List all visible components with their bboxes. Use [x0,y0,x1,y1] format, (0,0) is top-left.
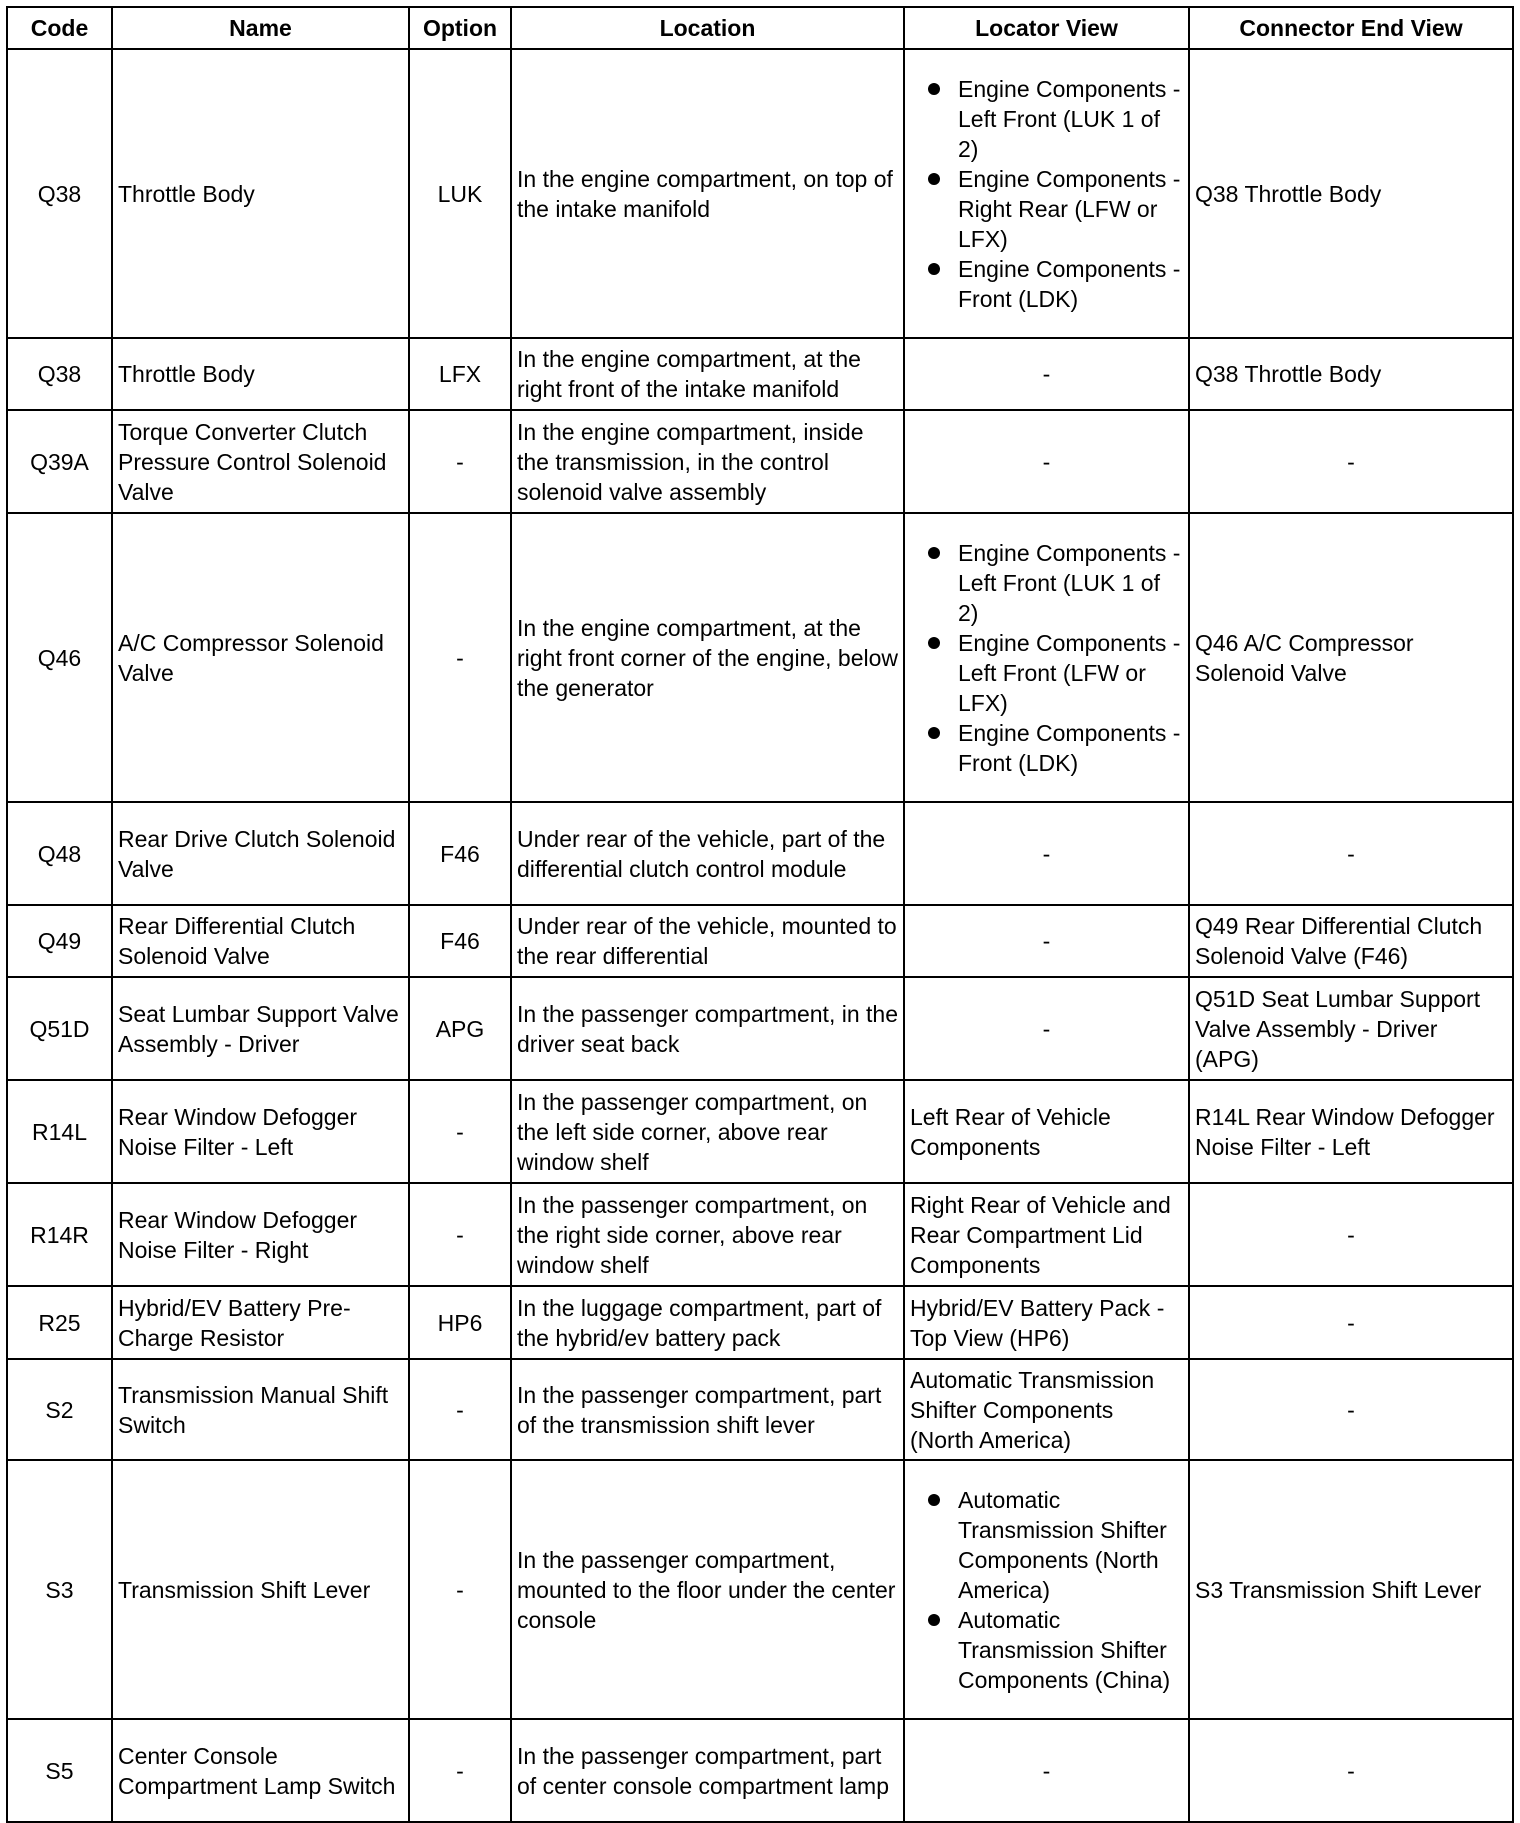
cell-location: In the engine compartment, at the right front of the intake manifold [511,338,904,410]
cell-locator-view [904,513,1189,802]
cell-locator-view: Left Rear of Vehicle Components [904,1080,1189,1183]
cell-name: A/C Compressor Solenoid Valve [112,513,409,802]
header-option: Option [409,7,511,49]
locator-text: Automatic Transmission Shifter Components (China) [958,1606,1171,1693]
locator-list [910,538,1183,778]
locator-text: Engine Components - Right Rear (LFW or LFX) [958,165,1181,252]
table-row [7,1719,1513,1822]
header-name: Name [112,7,409,49]
cell-code: Q48 [7,802,112,905]
locator-item [910,1485,1183,1605]
cell-location: In the engine compartment, inside the transmission, in the control solenoid valve assembly [511,410,904,513]
header-location: Location [511,7,904,49]
locator-list [910,74,1183,314]
bullet-icon [928,1614,940,1626]
cell-locator-view: Right Rear of Vehicle and Rear Compartment Lid Components [904,1183,1189,1286]
table-row [7,1183,1513,1286]
cell-code: S2 [7,1359,112,1460]
cell-location: In the passenger compartment, part of the transmission shift lever [511,1359,904,1460]
cell-connector-end-view: - [1189,1286,1513,1359]
table-row [7,1286,1513,1359]
cell-name: Throttle Body [112,338,409,410]
locator-item [910,1605,1183,1695]
bullet-icon [928,83,940,95]
cell-locator-view: - [904,905,1189,977]
table-row [7,905,1513,977]
cell-locator-view: Hybrid/EV Battery Pack - Top View (HP6) [904,1286,1189,1359]
cell-connector-end-view: S3 Transmission Shift Lever [1189,1460,1513,1719]
cell-code: Q46 [7,513,112,802]
cell-code: S5 [7,1719,112,1822]
cell-name: Transmission Shift Lever [112,1460,409,1719]
cell-name: Transmission Manual Shift Switch [112,1359,409,1460]
cell-location: In the passenger compartment, mounted to the floor under the center console [511,1460,904,1719]
locator-text: Engine Components - Front (LDK) [958,719,1181,776]
bullet-icon [928,727,940,739]
cell-location: Under rear of the vehicle, part of the differential clutch control module [511,802,904,905]
cell-location: In the passenger compartment, on the left side corner, above rear window shelf [511,1080,904,1183]
locator-text: Engine Components - Left Front (LUK 1 of 2) [958,75,1181,162]
cell-option: F46 [409,802,511,905]
cell-name: Torque Converter Clutch Pressure Control Solenoid Valve [112,410,409,513]
bullet-icon [928,1494,940,1506]
cell-option: APG [409,977,511,1080]
table-header-row [7,7,1513,49]
cell-code: Q49 [7,905,112,977]
cell-option: - [409,1359,511,1460]
locator-item [910,718,1183,778]
locator-text: Engine Components - Front (LDK) [958,255,1181,312]
cell-code: S3 [7,1460,112,1719]
cell-option: - [409,513,511,802]
cell-location: Under rear of the vehicle, mounted to the rear differential [511,905,904,977]
cell-name: Rear Window Defogger Noise Filter - Right [112,1183,409,1286]
header-locator-view: Locator View [904,7,1189,49]
cell-code: Q39A [7,410,112,513]
cell-location: In the passenger compartment, in the driver seat back [511,977,904,1080]
bullet-icon [928,547,940,559]
cell-locator-view [904,49,1189,338]
table-row [7,802,1513,905]
cell-locator-view: Automatic Transmission Shifter Components (North America) [904,1359,1189,1460]
cell-code: R25 [7,1286,112,1359]
cell-option: LFX [409,338,511,410]
locator-list [910,1485,1183,1695]
cell-option: HP6 [409,1286,511,1359]
cell-connector-end-view: Q49 Rear Differential Clutch Solenoid Valve (F46) [1189,905,1513,977]
table-row [7,513,1513,802]
cell-locator-view [904,1460,1189,1719]
cell-location: In the luggage compartment, part of the hybrid/ev battery pack [511,1286,904,1359]
cell-location: In the engine compartment, at the right front corner of the engine, below the generator [511,513,904,802]
table-row [7,338,1513,410]
cell-name: Hybrid/EV Battery Pre-Charge Resistor [112,1286,409,1359]
cell-code: Q51D [7,977,112,1080]
cell-locator-view: - [904,338,1189,410]
table-row [7,1460,1513,1719]
cell-name: Rear Drive Clutch Solenoid Valve [112,802,409,905]
cell-option: F46 [409,905,511,977]
table-row [7,1359,1513,1460]
cell-name: Seat Lumbar Support Valve Assembly - Driver [112,977,409,1080]
cell-name: Rear Differential Clutch Solenoid Valve [112,905,409,977]
header-code: Code [7,7,112,49]
locator-item [910,628,1183,718]
table-row [7,977,1513,1080]
header-connector-end-view: Connector End View [1189,7,1513,49]
cell-connector-end-view: Q38 Throttle Body [1189,338,1513,410]
bullet-icon [928,263,940,275]
locator-text: Engine Components - Left Front (LFW or LFX) [958,629,1181,716]
cell-locator-view: - [904,410,1189,513]
cell-code: R14R [7,1183,112,1286]
cell-connector-end-view: - [1189,1183,1513,1286]
table-row [7,410,1513,513]
cell-option: - [409,1719,511,1822]
cell-connector-end-view: - [1189,1719,1513,1822]
cell-location: In the passenger compartment, on the right side corner, above rear window shelf [511,1183,904,1286]
locator-item [910,538,1183,628]
locator-item [910,164,1183,254]
cell-connector-end-view: - [1189,802,1513,905]
locator-text: Automatic Transmission Shifter Components (North America) [958,1486,1167,1603]
cell-connector-end-view: R14L Rear Window Defogger Noise Filter - Left [1189,1080,1513,1183]
cell-locator-view: - [904,977,1189,1080]
cell-option: - [409,1183,511,1286]
cell-connector-end-view: Q38 Throttle Body [1189,49,1513,338]
bullet-icon [928,637,940,649]
locator-text: Engine Components - Left Front (LUK 1 of 2) [958,539,1181,626]
cell-name: Rear Window Defogger Noise Filter - Left [112,1080,409,1183]
cell-connector-end-view: Q46 A/C Compressor Solenoid Valve [1189,513,1513,802]
cell-locator-view: - [904,802,1189,905]
cell-connector-end-view: - [1189,1359,1513,1460]
locator-item [910,74,1183,164]
cell-name: Center Console Compartment Lamp Switch [112,1719,409,1822]
component-locator-table [6,6,1514,1823]
cell-code: Q38 [7,338,112,410]
table-row [7,49,1513,338]
cell-code: Q38 [7,49,112,338]
cell-name: Throttle Body [112,49,409,338]
cell-connector-end-view: Q51D Seat Lumbar Support Valve Assembly - Driver (APG) [1189,977,1513,1080]
cell-option: - [409,1080,511,1183]
cell-code: R14L [7,1080,112,1183]
bullet-icon [928,173,940,185]
cell-location: In the passenger compartment, part of center console compartment lamp [511,1719,904,1822]
cell-option: - [409,410,511,513]
cell-location: In the engine compartment, on top of the intake manifold [511,49,904,338]
cell-option: - [409,1460,511,1719]
cell-option: LUK [409,49,511,338]
table-row [7,1080,1513,1183]
locator-item [910,254,1183,314]
cell-connector-end-view: - [1189,410,1513,513]
cell-locator-view: - [904,1719,1189,1822]
